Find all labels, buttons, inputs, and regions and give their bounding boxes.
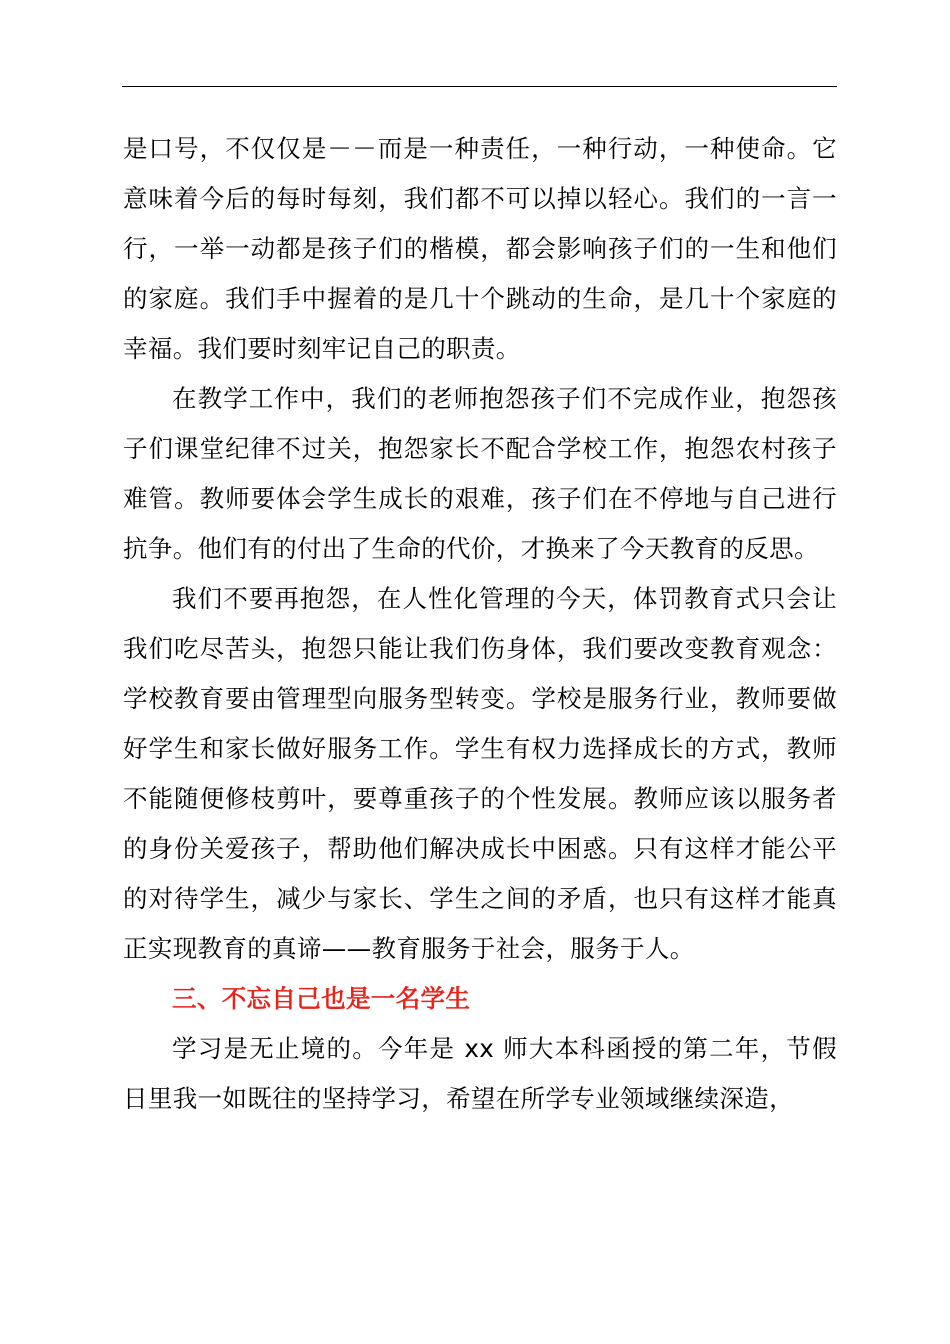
paragraph-1: 是口号，不仅仅是－－而是一种责任，一种行动，一种使命。它意味着今后的每时每刻，我们都不可以掉以轻心。我们的一言一行，一举一动都是孩子们的楷模，都会影响孩子们的一生和他们的家庭。我们手中握着的是几十个跳动的生命，是几十个家庭的幸福。我们要时刻牢记自己的职责。 bbox=[123, 134, 837, 363]
paragraph-3: 我们不要再抱怨，在人性化管理的今天，体罚教育式只会让我们吃尽苦头，抱怨只能让我们伤身体，我们要改变教育观念：学校教育要由管理型向服务型转变。学校是服务行业，教师要做好学生和家长做好服务工作。学生有权力选择成长的方式，教师不能随便修枝剪叶，要尊重孩子的个性发展。教师应该以服务者的身份关爱孩子，帮助他们解决成长中困惑。只有这样才能公平的对待学生，减少与家长、学生之间的矛盾，也只有这样才能真正实现教育的真谛——教育服务于社会，服务于人。 bbox=[123, 584, 837, 963]
document-body bbox=[123, 124, 837, 1124]
paragraph-2: 在教学工作中，我们的老师抱怨孩子们不完成作业，抱怨孩子们课堂纪律不过关，抱怨家长不配合学校工作，抱怨农村孩子难管。教师要体会学生成长的艰难，孩子们在不停地与自己进行抗争。他们有的付出了生命的代价，才换来了今天教育的反思。 bbox=[123, 384, 837, 563]
section-heading: 三、不忘自己也是一名学生 bbox=[172, 984, 471, 1013]
header-rule bbox=[122, 86, 837, 87]
paragraph-4: 学习是无止境的。今年是 xx 师大本科函授的第二年，节假日里我一如既往的坚持学习，希望在所学专业领域继续深造， bbox=[123, 1034, 837, 1113]
